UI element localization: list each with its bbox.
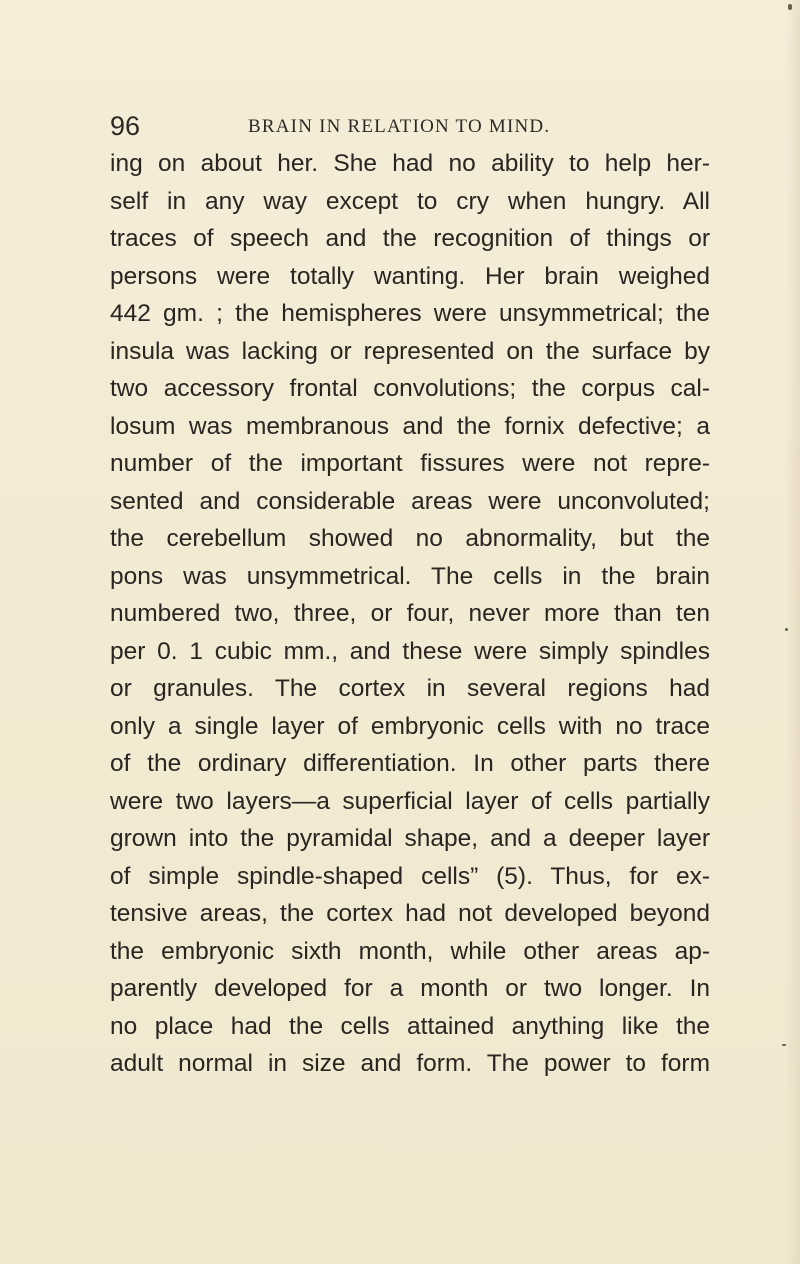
- text-line: 442 gm. ; the hemispheres were unsymmetrical; the: [110, 300, 710, 327]
- text-line: or granules. The cortex in several regions had: [110, 675, 710, 702]
- text-line: grown into the pyramidal shape, and a deeper layer: [110, 825, 710, 852]
- text-line: losum was membranous and the fornix defective; a: [110, 412, 710, 440]
- text-line: numbered two, three, or four, never more than ten: [110, 600, 710, 627]
- text-line: self in any way except to cry when hungry. All: [110, 187, 710, 215]
- running-head-title: BRAIN IN RELATION TO MIND.: [248, 116, 551, 137]
- page-speck-lower: [782, 1044, 786, 1046]
- text-line: the cerebellum showed no abnormality, but the: [110, 525, 710, 552]
- text-line: traces of speech and the recognition of things or: [110, 225, 710, 252]
- text-line: two accessory frontal convolutions; the corpus cal-: [110, 375, 710, 402]
- text-line: per 0. 1 cubic mm., and these were simply spindles: [110, 637, 710, 665]
- text-line: ing on about her. She had no ability to help her-: [110, 150, 710, 177]
- text-line: adult normal in size and form. The power to form: [110, 1050, 710, 1077]
- page-speck-middle: [785, 628, 788, 631]
- body-text: [110, 145, 710, 1083]
- text-line: sented and considerable areas were unconvoluted;: [110, 487, 710, 515]
- page-edge-shadow: [786, 0, 800, 1264]
- text-line: of simple spindle-shaped cells” (5). Thus, for ex-: [110, 862, 710, 890]
- text-line: no place had the cells attained anything like the: [110, 1012, 710, 1040]
- page-number: 96: [110, 111, 141, 141]
- text-line: number of the important fissures were not repre-: [110, 450, 710, 477]
- text-line: persons were totally wanting. Her brain weighed: [110, 262, 710, 290]
- text-line: of the ordinary differentiation. In other parts there: [110, 750, 710, 777]
- text-line: pons was unsymmetrical. The cells in the brain: [110, 562, 710, 590]
- text-line: were two layers—a superficial layer of cells partially: [110, 787, 710, 815]
- text-line: insula was lacking or represented on the surface by: [110, 337, 710, 365]
- running-head: [110, 112, 770, 140]
- text-line: the embryonic sixth month, while other areas ap-: [110, 937, 710, 965]
- text-line: parently developed for a month or two longer. In: [110, 975, 710, 1002]
- text-line: only a single layer of embryonic cells with no trace: [110, 712, 710, 740]
- page-speck-top: [788, 4, 792, 10]
- text-line: tensive areas, the cortex had not developed beyond: [110, 900, 710, 927]
